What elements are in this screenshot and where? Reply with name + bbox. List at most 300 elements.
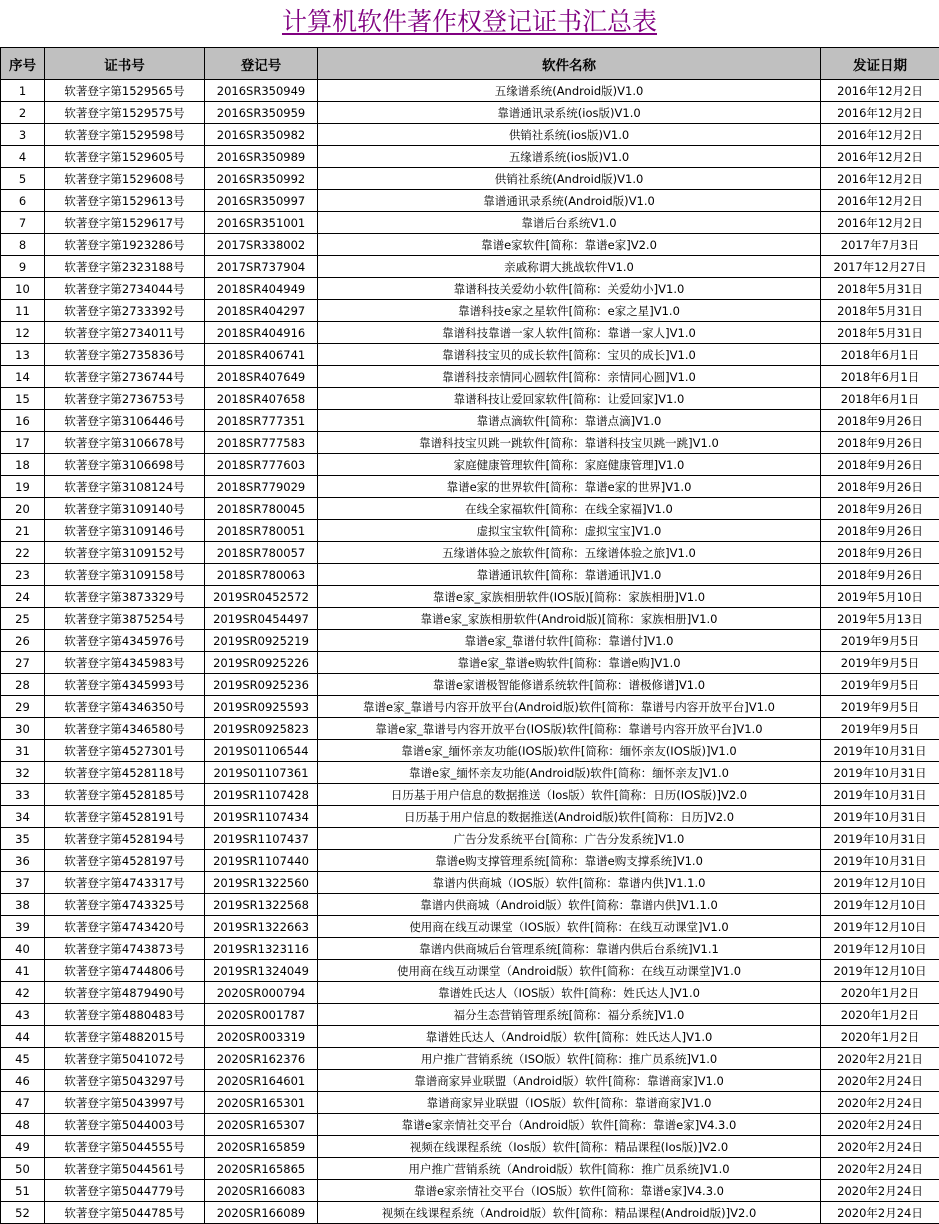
table-row	[1, 344, 939, 366]
cell-issue-date: 2018年9月26日	[821, 498, 939, 520]
cell-index: 42	[1, 982, 45, 1004]
cell-issue-date: 2016年12月2日	[821, 80, 939, 102]
cell-software-name: 靠谱e家_靠谱号内容开放平台(Android版)软件[简称：靠谱号内容开放平台]V1.0	[318, 696, 821, 718]
cell-software-name: 靠谱通讯软件[简称：靠谱通讯]V1.0	[318, 564, 821, 586]
cell-software-name: 靠谱科技让爱回家软件[简称：让爱回家]V1.0	[318, 388, 821, 410]
cell-index: 21	[1, 520, 45, 542]
cell-index: 22	[1, 542, 45, 564]
table-row	[1, 960, 939, 982]
cell-registration-no: 2019SR0925823	[205, 718, 318, 740]
cell-certificate-no: 软著登字第2735836号	[45, 344, 205, 366]
cell-certificate-no: 软著登字第4744806号	[45, 960, 205, 982]
cell-certificate-no: 软著登字第5044003号	[45, 1114, 205, 1136]
cell-index: 40	[1, 938, 45, 960]
cell-certificate-no: 软著登字第5044779号	[45, 1180, 205, 1202]
cell-index: 11	[1, 300, 45, 322]
cell-issue-date: 2020年2月21日	[821, 1048, 939, 1070]
cell-issue-date: 2019年10月31日	[821, 784, 939, 806]
cell-index: 39	[1, 916, 45, 938]
cell-index: 12	[1, 322, 45, 344]
cell-issue-date: 2019年10月31日	[821, 762, 939, 784]
cell-certificate-no: 软著登字第2733392号	[45, 300, 205, 322]
cell-software-name: 使用商在线互动课堂（IOS版）软件[简称：在线互动课堂]V1.0	[318, 916, 821, 938]
cell-certificate-no: 软著登字第4346580号	[45, 718, 205, 740]
cell-registration-no: 2019SR1322560	[205, 872, 318, 894]
cell-registration-no: 2018SR404949	[205, 278, 318, 300]
cell-issue-date: 2016年12月2日	[821, 212, 939, 234]
cell-index: 7	[1, 212, 45, 234]
cell-issue-date: 2018年9月26日	[821, 432, 939, 454]
table-row	[1, 828, 939, 850]
cell-certificate-no: 软著登字第3873329号	[45, 586, 205, 608]
cell-certificate-no: 软著登字第3109146号	[45, 520, 205, 542]
cell-registration-no: 2017SR737904	[205, 256, 318, 278]
cell-issue-date: 2016年12月2日	[821, 146, 939, 168]
cell-software-name: 靠谱内供商城后台管理系统[简称：靠谱内供后台系统]V1.1	[318, 938, 821, 960]
cell-software-name: 五缘谱系统(Android版)V1.0	[318, 80, 821, 102]
certificate-table	[0, 47, 939, 1224]
cell-software-name: 靠谱商家异业联盟（IOS版）软件[简称：靠谱商家]V1.0	[318, 1092, 821, 1114]
cell-software-name: 靠谱科技亲情同心圆软件[简称：亲情同心圆]V1.0	[318, 366, 821, 388]
cell-certificate-no: 软著登字第1529565号	[45, 80, 205, 102]
cell-index: 6	[1, 190, 45, 212]
table-row	[1, 938, 939, 960]
cell-registration-no: 2017SR338002	[205, 234, 318, 256]
cell-certificate-no: 软著登字第4528185号	[45, 784, 205, 806]
cell-issue-date: 2020年2月24日	[821, 1158, 939, 1180]
table-row	[1, 916, 939, 938]
cell-index: 29	[1, 696, 45, 718]
cell-software-name: 家庭健康管理软件[简称：家庭健康管理]V1.0	[318, 454, 821, 476]
cell-index: 20	[1, 498, 45, 520]
cell-software-name: 靠谱姓氏达人（IOS版）软件[简称：姓氏达人]V1.0	[318, 982, 821, 1004]
cell-certificate-no: 软著登字第3109158号	[45, 564, 205, 586]
table-row	[1, 278, 939, 300]
cell-software-name: 广告分发系统平台[简称：广告分发系统]V1.0	[318, 828, 821, 850]
table-row	[1, 718, 939, 740]
cell-registration-no: 2020SR000794	[205, 982, 318, 1004]
table-row	[1, 762, 939, 784]
cell-issue-date: 2020年1月2日	[821, 1026, 939, 1048]
cell-certificate-no: 软著登字第4743420号	[45, 916, 205, 938]
cell-certificate-no: 软著登字第5043297号	[45, 1070, 205, 1092]
cell-software-name: 靠谱e家亲情社交平台（IOS版）软件[简称：靠谱e家]V4.3.0	[318, 1180, 821, 1202]
table-row	[1, 740, 939, 762]
cell-software-name: 靠谱e家软件[简称：靠谱e家]V2.0	[318, 234, 821, 256]
cell-registration-no: 2019SR0454497	[205, 608, 318, 630]
cell-index: 18	[1, 454, 45, 476]
cell-index: 1	[1, 80, 45, 102]
header-certificate-no: 证书号	[45, 48, 205, 80]
cell-registration-no: 2019SR1107434	[205, 806, 318, 828]
cell-certificate-no: 软著登字第3109152号	[45, 542, 205, 564]
cell-issue-date: 2019年9月5日	[821, 630, 939, 652]
cell-software-name: 用户推广营销系统（ISO版）软件[简称：推广员系统]V1.0	[318, 1048, 821, 1070]
cell-index: 24	[1, 586, 45, 608]
cell-issue-date: 2020年2月24日	[821, 1070, 939, 1092]
cell-index: 46	[1, 1070, 45, 1092]
cell-registration-no: 2018SR404916	[205, 322, 318, 344]
cell-issue-date: 2016年12月2日	[821, 124, 939, 146]
cell-registration-no: 2020SR001787	[205, 1004, 318, 1026]
table-row	[1, 256, 939, 278]
cell-issue-date: 2019年9月5日	[821, 674, 939, 696]
cell-software-name: 靠谱内供商城（Android版）软件[简称：靠谱内供]V1.1.0	[318, 894, 821, 916]
cell-certificate-no: 软著登字第4528118号	[45, 762, 205, 784]
table-row	[1, 982, 939, 1004]
cell-software-name: 靠谱e家亲情社交平台（Android版）软件[简称：靠谱e家]V4.3.0	[318, 1114, 821, 1136]
cell-issue-date: 2019年9月5日	[821, 696, 939, 718]
table-row	[1, 146, 939, 168]
cell-index: 48	[1, 1114, 45, 1136]
table-row	[1, 586, 939, 608]
table-row	[1, 542, 939, 564]
cell-certificate-no: 软著登字第4345983号	[45, 652, 205, 674]
table-row	[1, 1114, 939, 1136]
cell-certificate-no: 软著登字第4880483号	[45, 1004, 205, 1026]
cell-certificate-no: 软著登字第2736753号	[45, 388, 205, 410]
cell-index: 49	[1, 1136, 45, 1158]
cell-issue-date: 2018年9月26日	[821, 520, 939, 542]
table-row	[1, 168, 939, 190]
cell-registration-no: 2018SR407649	[205, 366, 318, 388]
table-row	[1, 432, 939, 454]
cell-issue-date: 2020年2月24日	[821, 1202, 939, 1224]
page-title: 计算机软件著作权登记证书汇总表	[281, 7, 657, 36]
cell-certificate-no: 软著登字第1923286号	[45, 234, 205, 256]
cell-index: 38	[1, 894, 45, 916]
cell-registration-no: 2020SR165859	[205, 1136, 318, 1158]
table-row	[1, 322, 939, 344]
table-row	[1, 652, 939, 674]
cell-issue-date: 2018年9月26日	[821, 410, 939, 432]
cell-index: 9	[1, 256, 45, 278]
cell-certificate-no: 软著登字第5044555号	[45, 1136, 205, 1158]
cell-certificate-no: 软著登字第3108124号	[45, 476, 205, 498]
cell-software-name: 靠谱e家_家族相册软件(Android版)[简称：家族相册]V1.0	[318, 608, 821, 630]
cell-certificate-no: 软著登字第3106446号	[45, 410, 205, 432]
cell-software-name: 五缘谱系统(ios版)V1.0	[318, 146, 821, 168]
cell-software-name: 福分生态营销管理系统[简称：福分系统]V1.0	[318, 1004, 821, 1026]
cell-software-name: 供销社系统(Android版)V1.0	[318, 168, 821, 190]
cell-registration-no: 2020SR166083	[205, 1180, 318, 1202]
cell-registration-no: 2018SR777351	[205, 410, 318, 432]
cell-index: 37	[1, 872, 45, 894]
cell-registration-no: 2019S01106544	[205, 740, 318, 762]
cell-issue-date: 2020年2月24日	[821, 1136, 939, 1158]
cell-registration-no: 2019SR1324049	[205, 960, 318, 982]
cell-registration-no: 2018SR777583	[205, 432, 318, 454]
cell-issue-date: 2020年1月2日	[821, 982, 939, 1004]
cell-issue-date: 2018年9月26日	[821, 564, 939, 586]
cell-index: 27	[1, 652, 45, 674]
cell-registration-no: 2019SR1107437	[205, 828, 318, 850]
cell-index: 8	[1, 234, 45, 256]
table-row	[1, 1004, 939, 1026]
cell-software-name: 在线全家福软件[简称：在线全家福]V1.0	[318, 498, 821, 520]
header-index: 序号	[1, 48, 45, 80]
table-row	[1, 80, 939, 102]
cell-issue-date: 2018年9月26日	[821, 542, 939, 564]
cell-registration-no: 2016SR350949	[205, 80, 318, 102]
cell-registration-no: 2018SR406741	[205, 344, 318, 366]
cell-certificate-no: 软著登字第2736744号	[45, 366, 205, 388]
cell-certificate-no: 软著登字第4528191号	[45, 806, 205, 828]
cell-registration-no: 2016SR350959	[205, 102, 318, 124]
table-row	[1, 608, 939, 630]
cell-registration-no: 2020SR165301	[205, 1092, 318, 1114]
cell-registration-no: 2019SR0925226	[205, 652, 318, 674]
cell-certificate-no: 软著登字第4345993号	[45, 674, 205, 696]
cell-certificate-no: 软著登字第1529598号	[45, 124, 205, 146]
cell-certificate-no: 软著登字第1529605号	[45, 146, 205, 168]
table-row	[1, 806, 939, 828]
cell-software-name: 靠谱后台系统V1.0	[318, 212, 821, 234]
table-row	[1, 190, 939, 212]
cell-issue-date: 2020年2月24日	[821, 1114, 939, 1136]
cell-index: 45	[1, 1048, 45, 1070]
cell-registration-no: 2020SR165307	[205, 1114, 318, 1136]
table-row	[1, 850, 939, 872]
cell-index: 33	[1, 784, 45, 806]
table-row	[1, 476, 939, 498]
table-row	[1, 630, 939, 652]
cell-issue-date: 2018年9月26日	[821, 476, 939, 498]
cell-issue-date: 2019年10月31日	[821, 828, 939, 850]
cell-software-name: 靠谱e家_靠谱付软件[简称：靠谱付]V1.0	[318, 630, 821, 652]
cell-issue-date: 2019年12月10日	[821, 938, 939, 960]
cell-issue-date: 2019年10月31日	[821, 740, 939, 762]
cell-registration-no: 2016SR350997	[205, 190, 318, 212]
cell-software-name: 靠谱e家_缅怀亲友功能(Android版)软件[简称：缅怀亲友]V1.0	[318, 762, 821, 784]
cell-certificate-no: 软著登字第1529575号	[45, 102, 205, 124]
cell-software-name: 日历基于用户信息的数据推送(Android版)软件[简称：日历]V2.0	[318, 806, 821, 828]
cell-software-name: 靠谱通讯录系统(Android版)V1.0	[318, 190, 821, 212]
cell-registration-no: 2016SR350989	[205, 146, 318, 168]
cell-software-name: 靠谱e家_家族相册软件(IOS版)[简称：家族相册]V1.0	[318, 586, 821, 608]
cell-software-name: 靠谱科技e家之星软件[简称：e家之星]V1.0	[318, 300, 821, 322]
cell-issue-date: 2019年5月13日	[821, 608, 939, 630]
cell-certificate-no: 软著登字第4882015号	[45, 1026, 205, 1048]
cell-certificate-no: 软著登字第3109140号	[45, 498, 205, 520]
table-row	[1, 894, 939, 916]
cell-registration-no: 2019SR0925236	[205, 674, 318, 696]
cell-index: 41	[1, 960, 45, 982]
cell-index: 2	[1, 102, 45, 124]
cell-registration-no: 2018SR407658	[205, 388, 318, 410]
cell-software-name: 靠谱内供商城（IOS版）软件[简称：靠谱内供]V1.1.0	[318, 872, 821, 894]
cell-software-name: 日历基于用户信息的数据推送（Ios版）软件[简称：日历(IOS版)]V2.0	[318, 784, 821, 806]
table-row	[1, 366, 939, 388]
cell-software-name: 靠谱e家_缅怀亲友功能(IOS版)软件[简称：缅怀亲友(IOS版)]V1.0	[318, 740, 821, 762]
cell-certificate-no: 软著登字第4743325号	[45, 894, 205, 916]
cell-certificate-no: 软著登字第2323188号	[45, 256, 205, 278]
cell-software-name: 靠谱通讯录系统(ios版)V1.0	[318, 102, 821, 124]
table-row	[1, 454, 939, 476]
cell-certificate-no: 软著登字第1529617号	[45, 212, 205, 234]
cell-software-name: 视频在线课程系统（Ios版）软件[简称：精品课程(Ios版)]V2.0	[318, 1136, 821, 1158]
cell-software-name: 靠谱科技靠谱一家人软件[简称：靠谱一家人]V1.0	[318, 322, 821, 344]
table-row	[1, 498, 939, 520]
cell-index: 36	[1, 850, 45, 872]
cell-index: 30	[1, 718, 45, 740]
table-row	[1, 1048, 939, 1070]
table-row	[1, 300, 939, 322]
cell-index: 3	[1, 124, 45, 146]
cell-index: 15	[1, 388, 45, 410]
table-header-row	[1, 48, 939, 80]
cell-certificate-no: 软著登字第4527301号	[45, 740, 205, 762]
cell-certificate-no: 软著登字第5043997号	[45, 1092, 205, 1114]
cell-index: 52	[1, 1202, 45, 1224]
cell-issue-date: 2018年6月1日	[821, 388, 939, 410]
table-row	[1, 388, 939, 410]
cell-registration-no: 2020SR162376	[205, 1048, 318, 1070]
table-row	[1, 1026, 939, 1048]
table-row	[1, 872, 939, 894]
cell-certificate-no: 软著登字第4528194号	[45, 828, 205, 850]
cell-issue-date: 2020年2月24日	[821, 1180, 939, 1202]
cell-software-name: 虚拟宝宝软件[简称：虚拟宝宝]V1.0	[318, 520, 821, 542]
table-row	[1, 102, 939, 124]
cell-registration-no: 2018SR780051	[205, 520, 318, 542]
cell-issue-date: 2018年5月31日	[821, 300, 939, 322]
cell-index: 32	[1, 762, 45, 784]
cell-index: 5	[1, 168, 45, 190]
cell-issue-date: 2016年12月2日	[821, 168, 939, 190]
table-row	[1, 234, 939, 256]
cell-registration-no: 2018SR780057	[205, 542, 318, 564]
cell-registration-no: 2019SR1107428	[205, 784, 318, 806]
header-registration-no: 登记号	[205, 48, 318, 80]
cell-certificate-no: 软著登字第3875254号	[45, 608, 205, 630]
cell-issue-date: 2016年12月2日	[821, 102, 939, 124]
cell-registration-no: 2018SR777603	[205, 454, 318, 476]
cell-index: 50	[1, 1158, 45, 1180]
cell-index: 35	[1, 828, 45, 850]
cell-software-name: 靠谱科技关爱幼小软件[简称：关爱幼小]V1.0	[318, 278, 821, 300]
cell-software-name: 靠谱e家谱极智能修谱系统软件[简称：谱极修谱]V1.0	[318, 674, 821, 696]
cell-issue-date: 2019年12月10日	[821, 872, 939, 894]
cell-certificate-no: 软著登字第5041072号	[45, 1048, 205, 1070]
table-row	[1, 124, 939, 146]
cell-software-name: 用户推广营销系统（Android版）软件[简称：推广员系统]V1.0	[318, 1158, 821, 1180]
cell-issue-date: 2018年6月1日	[821, 366, 939, 388]
cell-issue-date: 2016年12月2日	[821, 190, 939, 212]
cell-index: 34	[1, 806, 45, 828]
cell-issue-date: 2020年2月24日	[821, 1092, 939, 1114]
table-row	[1, 410, 939, 432]
table-row	[1, 696, 939, 718]
cell-issue-date: 2019年12月10日	[821, 894, 939, 916]
cell-software-name: 供销社系统(ios版)V1.0	[318, 124, 821, 146]
cell-software-name: 使用商在线互动课堂（Android版）软件[简称：在线互动课堂]V1.0	[318, 960, 821, 982]
table-row	[1, 674, 939, 696]
cell-index: 23	[1, 564, 45, 586]
cell-index: 47	[1, 1092, 45, 1114]
cell-registration-no: 2016SR351001	[205, 212, 318, 234]
cell-registration-no: 2018SR780045	[205, 498, 318, 520]
cell-issue-date: 2017年7月3日	[821, 234, 939, 256]
table-row	[1, 784, 939, 806]
cell-registration-no: 2019SR0452572	[205, 586, 318, 608]
cell-registration-no: 2018SR779029	[205, 476, 318, 498]
cell-index: 51	[1, 1180, 45, 1202]
cell-registration-no: 2020SR164601	[205, 1070, 318, 1092]
cell-software-name: 五缘谱体验之旅软件[简称：五缘谱体验之旅]V1.0	[318, 542, 821, 564]
cell-index: 10	[1, 278, 45, 300]
cell-index: 26	[1, 630, 45, 652]
cell-certificate-no: 软著登字第2734044号	[45, 278, 205, 300]
cell-issue-date: 2019年9月5日	[821, 652, 939, 674]
cell-registration-no: 2019S01107361	[205, 762, 318, 784]
cell-index: 31	[1, 740, 45, 762]
cell-registration-no: 2019SR1322663	[205, 916, 318, 938]
header-software-name: 软件名称	[318, 48, 821, 80]
cell-registration-no: 2020SR166089	[205, 1202, 318, 1224]
cell-index: 44	[1, 1026, 45, 1048]
cell-issue-date: 2019年12月10日	[821, 960, 939, 982]
cell-certificate-no: 软著登字第4743873号	[45, 938, 205, 960]
cell-software-name: 靠谱e家_靠谱e购软件[简称：靠谱e购]V1.0	[318, 652, 821, 674]
cell-certificate-no: 软著登字第4345976号	[45, 630, 205, 652]
cell-issue-date: 2019年12月10日	[821, 916, 939, 938]
cell-issue-date: 2019年10月31日	[821, 806, 939, 828]
cell-certificate-no: 软著登字第5044785号	[45, 1202, 205, 1224]
cell-software-name: 亲戚称谓大挑战软件V1.0	[318, 256, 821, 278]
cell-issue-date: 2019年9月5日	[821, 718, 939, 740]
cell-issue-date: 2018年5月31日	[821, 278, 939, 300]
cell-registration-no: 2020SR165865	[205, 1158, 318, 1180]
cell-issue-date: 2017年12月27日	[821, 256, 939, 278]
cell-issue-date: 2018年5月31日	[821, 322, 939, 344]
cell-certificate-no: 软著登字第2734011号	[45, 322, 205, 344]
table-row	[1, 564, 939, 586]
table-row	[1, 1180, 939, 1202]
cell-software-name: 靠谱科技宝贝跳一跳软件[简称：靠谱科技宝贝跳一跳]V1.0	[318, 432, 821, 454]
cell-software-name: 靠谱点滴软件[简称：靠谱点滴]V1.0	[318, 410, 821, 432]
cell-registration-no: 2019SR0925219	[205, 630, 318, 652]
cell-certificate-no: 软著登字第4346350号	[45, 696, 205, 718]
cell-certificate-no: 软著登字第5044561号	[45, 1158, 205, 1180]
cell-issue-date: 2020年1月2日	[821, 1004, 939, 1026]
cell-issue-date: 2019年10月31日	[821, 850, 939, 872]
cell-index: 16	[1, 410, 45, 432]
table-row	[1, 1136, 939, 1158]
cell-software-name: 靠谱e家_靠谱号内容开放平台(IOS版)软件[简称：靠谱号内容开放平台]V1.0	[318, 718, 821, 740]
cell-registration-no: 2016SR350982	[205, 124, 318, 146]
table-row	[1, 1202, 939, 1224]
cell-software-name: 靠谱商家异业联盟（Android版）软件[简称：靠谱商家]V1.0	[318, 1070, 821, 1092]
cell-software-name: 靠谱e购支撑管理系统[简称：靠谱e购支撑系统]V1.0	[318, 850, 821, 872]
cell-index: 25	[1, 608, 45, 630]
table-row	[1, 1092, 939, 1114]
cell-registration-no: 2020SR003319	[205, 1026, 318, 1048]
cell-index: 13	[1, 344, 45, 366]
cell-issue-date: 2018年9月26日	[821, 454, 939, 476]
cell-software-name: 靠谱科技宝贝的成长软件[简称：宝贝的成长]V1.0	[318, 344, 821, 366]
cell-certificate-no: 软著登字第3106698号	[45, 454, 205, 476]
cell-software-name: 靠谱e家的世界软件[简称：靠谱e家的世界]V1.0	[318, 476, 821, 498]
cell-certificate-no: 软著登字第4528197号	[45, 850, 205, 872]
cell-registration-no: 2018SR404297	[205, 300, 318, 322]
table-row	[1, 1158, 939, 1180]
cell-issue-date: 2018年6月1日	[821, 344, 939, 366]
cell-software-name: 靠谱姓氏达人（Android版）软件[简称：姓氏达人]V1.0	[318, 1026, 821, 1048]
table-row	[1, 212, 939, 234]
cell-index: 43	[1, 1004, 45, 1026]
table-body	[1, 80, 939, 1224]
